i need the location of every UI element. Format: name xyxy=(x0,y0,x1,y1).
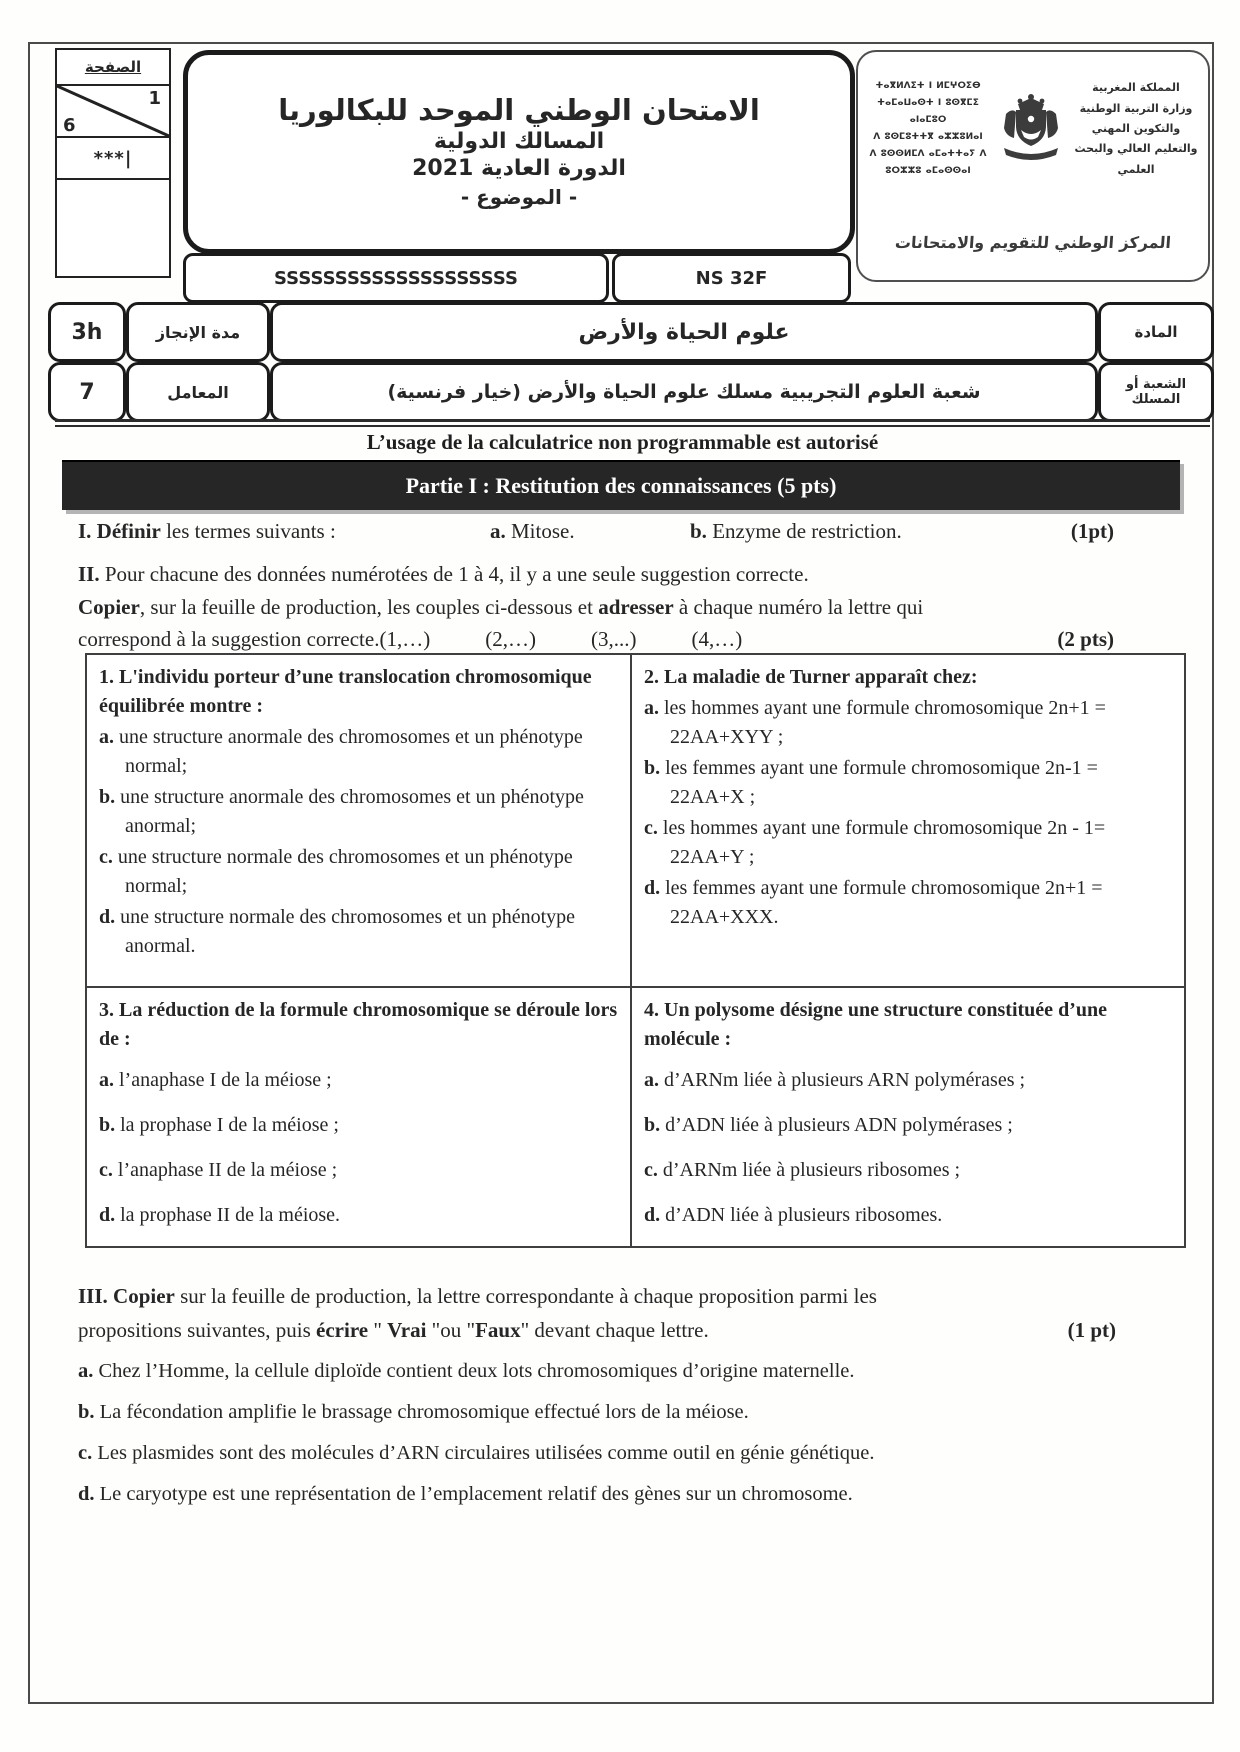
part1-banner: Partie I : Restitution des connaissances (5 pts) xyxy=(62,460,1180,510)
statement-a: a. Chez l’Homme, la cellule diploïde contient deux lots chromosomiques d’origine maternelle. xyxy=(78,1360,855,1382)
current-page-number: 1 xyxy=(148,88,161,109)
mcq-q1-option-b: b. une structure anormale des chromosomes et un phénotype anormal; xyxy=(99,786,584,837)
section-3-points: (1 pt) xyxy=(1067,1317,1116,1342)
authority-tifinagh-text xyxy=(864,78,992,181)
couple-2: (2,…) xyxy=(485,627,536,652)
mcq-q1-option-a: a. une structure anormale des chromosomes et un phénotype normal; xyxy=(99,726,583,777)
page-fraction xyxy=(57,86,169,138)
exam-reference-box: NS 32F xyxy=(612,253,851,303)
mcq-q4-option-c: c. d’ARNm liée à plusieurs ribosomes ; xyxy=(644,1159,961,1181)
duration-label-box: مدة الإنجاز xyxy=(126,302,270,362)
track-label-box: الشعبة أو المسلك xyxy=(1098,362,1214,422)
define-term-b: b. Enzyme de restriction. xyxy=(690,519,902,543)
section-3-instructions xyxy=(78,1280,1116,1347)
mcq-q4-option-b: b. d’ADN liée à plusieurs ADN polymérases ; xyxy=(644,1114,1013,1136)
subject-label-box: المادة xyxy=(1098,302,1214,362)
mcq-cell-question-3 xyxy=(87,988,632,1246)
mcq-q3-option-c: c. l’anaphase II de la méiose ; xyxy=(99,1159,338,1181)
header-divider-rule xyxy=(55,419,1210,427)
mcq-q3-option-a: a. l’anaphase I de la méiose ; xyxy=(99,1069,332,1091)
section-1-lead: I. Définir les termes suivants : xyxy=(78,519,336,543)
authority-box xyxy=(856,50,1210,282)
duration-value-box: 3h xyxy=(48,302,126,362)
page-number-box xyxy=(55,48,171,278)
statement-b: b. La fécondation amplifie le brassage chromosomique effectué lors de la méiose. xyxy=(78,1401,749,1423)
mcq-q2-option-c: c. les hommes ayant une formule chromosomique 2n - 1= 22AA+Y ; xyxy=(644,817,1106,868)
calculator-notice: L’usage de la calculatrice non programmable est autorisé xyxy=(366,430,879,454)
mcq-q3-option-d: d. la prophase II de la méiose. xyxy=(99,1204,341,1226)
mcq-q3-option-b: b. la prophase I de la méiose ; xyxy=(99,1114,339,1136)
statement-d: d. Le caryotype est une représentation de l’emplacement relatif des gènes sur un chromosome. xyxy=(78,1483,853,1505)
arabic-line: والتعليم العالي والبحث العلمي xyxy=(1074,142,1198,176)
mcq-question-1-title: 1. L'individu porteur d’une translocation chromosomique équilibrée montre : xyxy=(99,666,592,717)
national-center-name: المركز الوطني للتقويم والامتحانات xyxy=(894,233,1172,252)
section-2-couples-line xyxy=(78,623,1114,656)
mcq-q4-option-d: d. d’ADN liée à plusieurs ribosomes. xyxy=(644,1204,943,1226)
section-2-intro: II. Pour chacune des données numérotées de 1 à 4, il y a une seule suggestion correcte. xyxy=(78,562,809,586)
tifinagh-line: ⴷ ⵓⵙⵎⵓⵜⵜⴳ ⴰⵣⵣⵓⵍⴰⵏ xyxy=(873,132,983,143)
exam-title-line3: الدورة العادية 2021 xyxy=(412,156,626,182)
mcq-q4-option-a: a. d’ARNm liée à plusieurs ARN polymérases ; xyxy=(644,1069,1026,1091)
subject-box: علوم الحياة والأرض xyxy=(270,302,1098,362)
exam-title-line4: - الموضوع - xyxy=(460,184,578,209)
couple-3: (3,...) xyxy=(590,627,637,652)
arabic-line: المملكة المغربية xyxy=(1092,81,1180,95)
section-2-points: (2 pts) xyxy=(1057,627,1114,652)
track-box: شعبة العلوم التجريبية مسلك علوم الحياة والأرض (خيار فرنسية) xyxy=(270,362,1098,422)
moroccan-coat-of-arms-icon xyxy=(992,92,1070,166)
page-label: الصفحة xyxy=(57,50,169,86)
page-box-empty-cell xyxy=(57,180,169,276)
tifinagh-line: ⵜⴰⵎⴰⵡⴰⵙⵜ ⵏ ⵓⵙⴳⵎⵉ ⴰⵏⴰⵎⵓⵔ xyxy=(877,98,979,126)
section-1-points: (1pt) xyxy=(1070,519,1114,543)
section-3-line2-text: propositions suivantes, puis écrire " Vrai "ou "Faux" devant chaque lettre. xyxy=(78,1317,709,1342)
authority-columns xyxy=(864,78,1202,181)
section-2-copy-line: Copier, sur la feuille de production, les couples ci-dessous et adresser à chaque numéro la lettre qui xyxy=(78,594,924,619)
exam-title-line2: المسالك الدولية xyxy=(433,128,605,154)
coefficient-value-box: 7 xyxy=(48,362,126,422)
couple-1: (1,…) xyxy=(379,627,431,652)
mcq-q2-option-b: b. les femmes ayant une formule chromosomique 2n-1 = 22AA+X ; xyxy=(644,757,1098,808)
exam-title-line1: الامتحان الوطني الموحد للبكالوريا xyxy=(278,93,760,128)
page-code: ***| xyxy=(57,138,169,180)
serial-number-box: SSSSSSSSSSSSSSSSSSSS xyxy=(183,253,609,303)
section-1-define xyxy=(78,519,1114,544)
mcq-q2-option-d: d. les femmes ayant une formule chromosomique 2n+1 = 22AA+XXX. xyxy=(644,877,1103,928)
mcq-cell-question-1 xyxy=(87,655,632,988)
mcq-question-2-title: 2. La maladie de Turner apparaît chez: xyxy=(644,666,978,688)
mcq-cell-question-4 xyxy=(632,988,1184,1246)
mcq-question-3-title: 3. La réduction de la formule chromosomique se déroule lors de : xyxy=(99,999,618,1050)
tifinagh-line: ⴷ ⵓⵙⵙⵍⵎⴷ ⴰⵎⴰⵜⵜⴰⵢ ⴷ ⵓⵔⵣⵣⵓ ⴰⵎⴰⵙⵙⴰⵏ xyxy=(869,149,987,177)
section-3-line1: III. Copier sur la feuille de production, la lettre correspondante à chaque proposition parmi les xyxy=(78,1284,877,1308)
mcq-question-4-title: 4. Un polysome désigne une structure constituée d’une molécule : xyxy=(644,999,1107,1050)
couple-4: (4,…) xyxy=(691,627,743,652)
define-term-a: a. Mitose. xyxy=(490,519,575,543)
arabic-line: والتكوين المهني xyxy=(1091,122,1181,136)
mcq-cell-question-2 xyxy=(632,655,1184,988)
section-2-instructions xyxy=(78,558,1114,656)
authority-arabic-text xyxy=(1070,78,1202,180)
arabic-line: وزارة التربية الوطنية xyxy=(1079,101,1193,115)
exam-title-box xyxy=(183,50,855,254)
coefficient-label-box: المعامل xyxy=(126,362,270,422)
true-false-statements xyxy=(78,1360,1138,1524)
section-3-line2 xyxy=(78,1314,1116,1348)
mcq-q2-option-a: a. les hommes ayant une formule chromosomique 2n+1 = 22AA+XYY ; xyxy=(644,697,1106,748)
couples-line-start: correspond à la suggestion correcte. xyxy=(78,627,380,652)
statement-c: c. Les plasmides sont des molécules d’ARN circulaires utilisées comme outil en génie génétique. xyxy=(78,1442,875,1464)
mcq-table xyxy=(85,653,1186,1248)
mcq-q1-option-c: c. une structure normale des chromosomes et un phénotype normal; xyxy=(99,846,573,897)
tifinagh-line: ⵜⴰⴳⵍⴷⵉⵜ ⵏ ⵍⵎⵖⵔⵉⴱ xyxy=(875,81,981,91)
total-page-number: 6 xyxy=(63,115,76,136)
mcq-q1-option-d: d. une structure normale des chromosomes et un phénotype anormal. xyxy=(99,906,575,957)
